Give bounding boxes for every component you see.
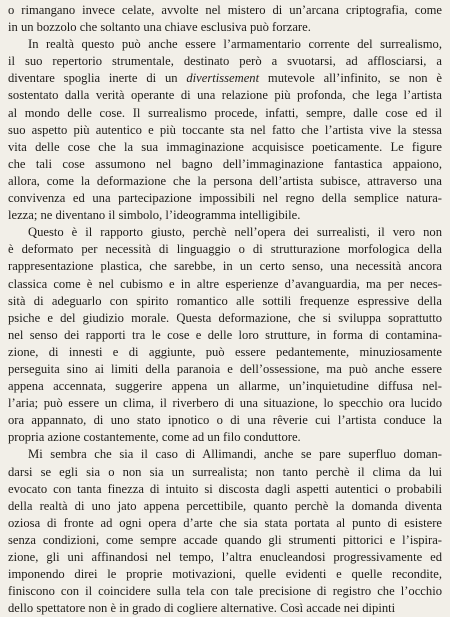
text-line: lezza; ne diventano il simbolo, l’ideogramma intelligibile. [8, 208, 301, 223]
text-line: In realtà questo può anche essere l’armamentario corrente del surrealismo, [28, 37, 442, 52]
text-line: perseguita sino ai limiti della paranoia e dell’ossessione, ma può anche essere [8, 361, 442, 376]
italic-term: divertissement [186, 71, 260, 86]
text-line: dello spettatore non è in grado di cogliere alternative. Così accade nei dipinti [8, 601, 396, 616]
text-line: appena accennata, suggerire appena un allarme, un’inquietudine diffusa nel- [8, 379, 442, 394]
text-line: della realtà di uno jato appena percettibile, quanto perchè la domanda diventa [8, 498, 442, 513]
text-line: Questo è il rapporto giusto, perchè nell’opera dei surrealisti, il vero non [28, 225, 442, 240]
text-line: o rimangano invece celate, avvolte nel mistero di un’arcana criptografia, come [8, 3, 442, 17]
text-line: rappresentazione plastica, che sarebbe, in un certo senso, una necessità ancora [8, 259, 442, 274]
paragraph [8, 224, 442, 446]
body-text [8, 2, 442, 617]
text-line: ora appannato, di uno stato ipnotico o di una rêverie cui l’artista conduce la [8, 413, 442, 428]
text-line: Mi sembra che sia il caso di Allimandi, anche se pare superfluo doman- [28, 447, 442, 462]
text-line: evocato con tanta finezza di intuito si discosta dagli aspetti autentici o probabili [8, 481, 442, 496]
paragraph [8, 446, 442, 617]
text-line: sostentato dalla verità operante di una relazione più profonda, che lega l’artista [8, 88, 442, 103]
text-line: al mondo delle cose. Il surrealismo procede, infatti, sempre, dalle cose ed il [8, 105, 442, 120]
text-line: nel senso dei rapporti tra le cose e delle loro strutture, in forma di contamina- [8, 327, 442, 342]
text-line: propria azione costantemente, come ad un filo conduttore. [8, 430, 301, 445]
text-line: oziosa di fronte ad ogni opera d’arte che sia stata portata al punto di esistere [8, 515, 442, 530]
text-line: darsi se egli sia o non sia un surrealista; non tanto perchè il clima da lui [8, 464, 442, 479]
paragraph [8, 2, 442, 36]
text-line: convivenza ed una partecipazione impossibili nel regno della semplice natura- [8, 191, 442, 206]
text-line: finiscono con il coincidere sulla tela con tale precisione di registro che l’occhio [8, 584, 442, 599]
text-line: l’aria; può essere un clima, il riverbero di una situazione, lo specchio ora lucido [8, 396, 442, 411]
text-line: in un bozzolo che soltanto una chiave esclusiva può forzare. [8, 20, 311, 35]
text-line: allora, come la deformazione che la persona dell’artista subisce, attraverso una [8, 173, 442, 188]
text-line: suo aspetto più autentico e più toccante sta nel fatto che l’artista vive la stessa [8, 122, 442, 137]
text-line: zione, gli uni affinandosi nel tempo, l’altra enucleandosi progressivamente ed [8, 550, 442, 564]
text-line: psiche e del giudizio morale. Questa deformazione, che si sviluppa soprattutto [8, 310, 442, 325]
text-line: vita delle cose che la sua immaginazione acquisisce poeticamente. Le figure [8, 139, 442, 154]
text-line: diventare spoglia inerte di un divertissement mutevole all’infinito, se non è [8, 71, 442, 86]
text-line: è deformato per necessità di linguaggio o di strutturazione morfologica della [8, 242, 442, 257]
text-line: zione, di innesti e di aggiunte, può essere pedantemente, minuziosamente [8, 344, 442, 359]
text-line: sità di adeguarlo con spirito romantico alle sottili frequenze espressive della [8, 293, 442, 308]
text-line: il suo repertorio strumentale, destinato però a svuotarsi, ad afflosciarsi, a [8, 54, 442, 69]
text-line: senza condizioni, come sempre accade quando gli strumenti pittorici e l’ispira- [8, 532, 442, 547]
paragraph [8, 36, 442, 224]
text-line: imponendo direi le proprie motivazioni, quelle evidenti e quelle recondite, [8, 567, 442, 582]
text-line: classica come è nel cubismo e in altre esperienze d’avanguardia, ma per neces- [8, 276, 442, 291]
text-line: che tali cose assumono nel bagno dell’immaginazione fantastica appaiono, [8, 156, 442, 171]
